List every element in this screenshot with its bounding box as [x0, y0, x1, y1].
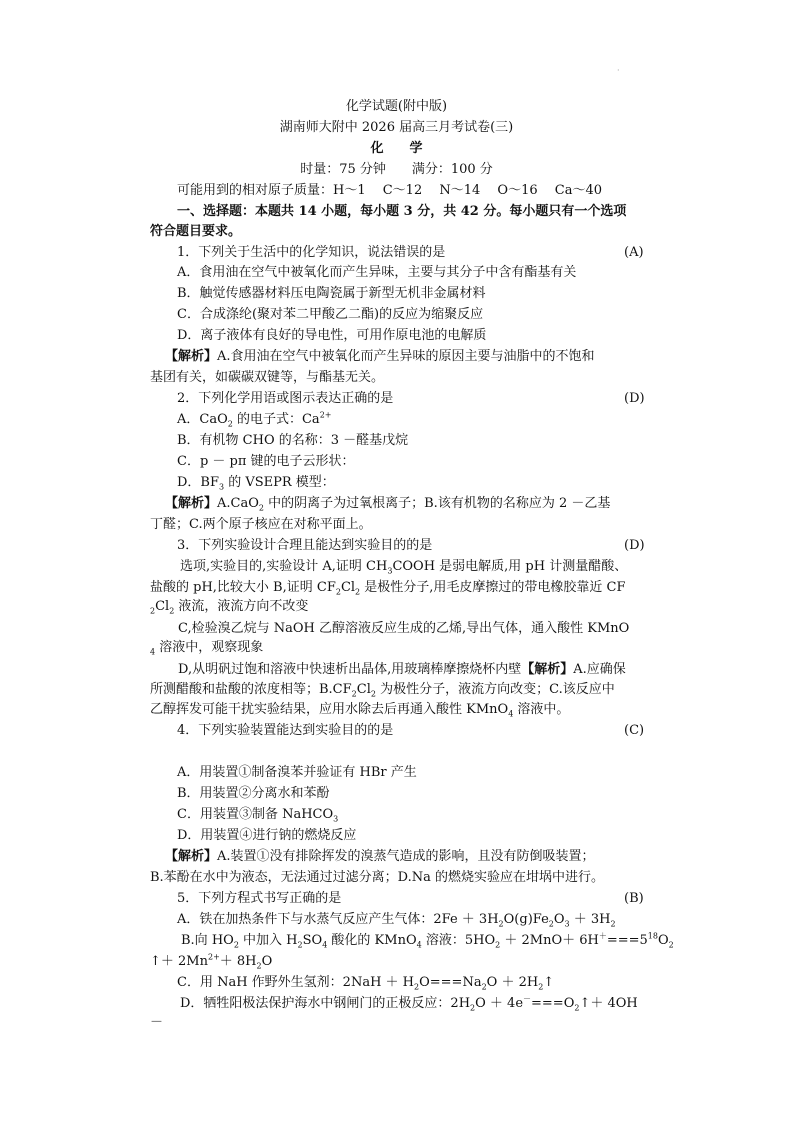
subscript: 2	[470, 1003, 476, 1013]
text: A．铁在加热条件下与水蒸气反应产生气体：2Fe ＋ 3H	[177, 912, 499, 927]
q1-option-a: A．食用油在空气中被氧化而产生异味，主要与其分子中含有酯基有关	[177, 265, 577, 280]
text: O===Na	[419, 975, 482, 990]
analysis-tag: 【解析】	[165, 496, 218, 511]
text: C．用 NaH 作野外生氢剂：2NaH ＋ H	[177, 975, 415, 990]
subscript: 2	[498, 919, 504, 929]
q2-analysis	[165, 495, 610, 513]
text: Cl	[155, 599, 170, 614]
text: D．BF	[177, 475, 219, 490]
subscript: 4	[416, 940, 422, 950]
corner-mark: ·	[617, 66, 620, 75]
exam-title: 湖南师大附中 2026 届高三月考试卷(三)	[279, 120, 514, 135]
text: D,从明矾过饱和溶液中快速析出晶体,用玻璃棒摩擦烧杯内壁	[178, 662, 522, 677]
q3-line-2	[150, 579, 626, 597]
subscript: 2	[355, 587, 361, 597]
text: Cl	[356, 682, 371, 697]
q1-analysis-text: A.食用油在空气中被氧化而产生异味的原因主要与油脂中的不饱和	[217, 349, 595, 364]
q3-line-7	[150, 681, 615, 699]
q4-stem: 4．下列实验装置能达到实验目的的是	[177, 723, 394, 738]
q5-answer: (B)	[624, 891, 644, 906]
subscript: 3	[333, 814, 339, 824]
superscript: 2+	[319, 410, 332, 420]
q5-option-b-cont	[150, 953, 272, 971]
text: O ＋ 4e	[475, 996, 524, 1011]
q2-option-b: B．有机物 CHO 的名称：3 －醛基戊烷	[177, 433, 409, 448]
q4-option-b: B．用装置②分离水和苯酚	[177, 786, 330, 801]
text: 是极性分子,用毛皮摩擦过的带电橡胶靠近 CF	[360, 580, 626, 595]
text: O(g)Fe	[503, 912, 549, 927]
text: ===O	[531, 996, 575, 1011]
text: A．CaO	[177, 412, 228, 427]
q4-option-c	[177, 806, 338, 824]
subscript: 2	[169, 606, 175, 616]
text: 选项,实验目的,实验设计 A,证明 CH	[180, 559, 388, 574]
text: Cl	[340, 580, 356, 595]
q1-option-d: D．离子液体有良好的导电性，可用作原电池的电解质	[177, 328, 487, 343]
text: D．牺牲阳极法保护海水中钢闸门的正极反应：2H	[180, 996, 471, 1011]
text: B.向 HO	[181, 933, 234, 948]
subscript: 2	[256, 961, 262, 971]
q2-option-a	[177, 411, 331, 429]
text: 液流，液流方向不改变	[174, 599, 309, 614]
text: O	[553, 912, 565, 927]
q5-stem: 5．下列方程式书写正确的是	[177, 891, 342, 906]
q2-option-d	[177, 474, 335, 492]
q4-answer: (C)	[624, 723, 645, 738]
q3-line-4: C,检验溴乙烷与 NaOH 乙醇溶液反应生成的乙烯,导出气体，通入酸性 KMnO	[178, 621, 630, 636]
text: 溶液：5HO	[421, 933, 496, 948]
subscript: 2	[574, 1003, 580, 1013]
q4-analysis-cont: B.苯酚在水中为液态，无法通过过滤分离；D.Na 的燃烧实验应在坩埚中进行。	[150, 870, 605, 885]
text: ===5	[606, 933, 648, 948]
subject-title: 化 学	[370, 141, 423, 156]
text: O	[261, 954, 273, 969]
text: A.应确保	[573, 662, 626, 677]
q1-answer: (A)	[624, 245, 644, 260]
q1-analysis	[165, 348, 595, 366]
analysis-tag: 【解析】	[165, 349, 218, 364]
subscript: 2	[335, 587, 341, 597]
subject-version: 化学试题(附中版)	[345, 99, 448, 114]
q3-line-8	[150, 701, 569, 719]
text: 中加入 H	[238, 933, 298, 948]
q5-option-a	[177, 911, 616, 929]
q5-option-c	[177, 974, 554, 992]
q4-option-a: A．用装置①制备溴苯并验证有 HBr 产生	[177, 765, 417, 780]
analysis-tag: 【解析】	[165, 849, 218, 864]
text: 溶液中，观察现象	[155, 640, 264, 655]
text: O	[657, 933, 669, 948]
text: C．用装置③制备 NaHCO	[177, 807, 334, 822]
text: ↑＋ 2Mn	[150, 954, 208, 969]
text: ＋ 8H	[219, 954, 257, 969]
q4-analysis	[165, 848, 595, 866]
q3-line-6	[178, 661, 626, 679]
q3-line-5	[150, 639, 263, 657]
superscript: 18	[647, 931, 658, 941]
q1-analysis-cont: 基团有关，如碳碳双键等，与酯基无关。	[150, 370, 385, 385]
subscript: 4	[508, 709, 514, 719]
text: SO	[302, 933, 323, 948]
text: ＋ 3H	[569, 912, 611, 927]
subscript: 4	[150, 647, 156, 657]
q3-answer: (D)	[624, 538, 645, 553]
text: A.CaO	[217, 496, 259, 511]
q3-stem: 3．下列实验设计合理且能达到实验目的的是	[177, 538, 433, 553]
subscript: 3	[564, 919, 570, 929]
subscript: 2	[414, 982, 420, 992]
text: 所测醋酸和盐酸的浓度相等；B.CF	[150, 682, 352, 697]
subscript: 2	[258, 503, 264, 513]
subscript: 3	[387, 566, 393, 576]
subscript: 2	[610, 919, 616, 929]
text: ↑	[543, 975, 555, 990]
subscript: 4	[322, 940, 328, 950]
text: A.装置①没有排除挥发的溴蒸气造成的影响，且没有防倒吸装置；	[217, 849, 595, 864]
analysis-tag: 【解析】	[521, 662, 574, 677]
text: O ＋ 2H	[486, 975, 539, 990]
q1-stem: 1．下列关于生活中的化学知识，说法错误的是	[177, 245, 446, 260]
text: 酸化的 KMnO	[327, 933, 417, 948]
q4-option-d: D．用装置④进行钠的燃烧反应	[177, 828, 357, 843]
q5-option-d	[180, 995, 638, 1013]
section-heading: 一、选择题：本题共 14 小题，每小题 3 分，共 42 分。每小题只有一个选项	[177, 204, 627, 219]
subscript: 2	[538, 982, 544, 992]
subscript: 2	[495, 940, 501, 950]
text: 的 VSEPR 模型：	[224, 475, 335, 490]
q5-option-b	[181, 932, 674, 950]
subscript: 2	[227, 419, 233, 429]
time-score: 时量：75 分钟 满分：100 分	[300, 162, 493, 177]
text: 中的阴离子为过氧根离子；B.该有机物的名称应为 2 －乙基	[264, 496, 611, 511]
subscript: 2	[297, 940, 303, 950]
text: 溶液中。	[513, 702, 570, 717]
subscript: 2	[548, 919, 554, 929]
subscript: 2	[150, 606, 156, 616]
q2-answer: (D)	[624, 391, 645, 406]
subscript: 2	[351, 689, 357, 699]
q5-option-d-cont: －	[150, 1015, 164, 1030]
q2-analysis-cont: 丁醛；C.两个原子核应在对称平面上。	[150, 517, 372, 532]
q2-stem: 2．下列化学用语或图示表达正确的是	[177, 391, 394, 406]
text: ↑＋ 4OH	[579, 996, 638, 1011]
subscript: 2	[370, 689, 376, 699]
q1-option-c: C．合成涤纶(聚对苯二甲酸乙二酯)的反应为缩聚反应	[177, 307, 484, 322]
q1-option-b: B．触觉传感器材料压电陶瓷属于新型无机非金属材料	[177, 286, 486, 301]
subscript: 3	[219, 482, 225, 492]
q2-option-c: C．p － pπ 键的电子云形状：	[177, 454, 355, 469]
superscript: 2+	[207, 952, 220, 962]
superscript: ＋	[598, 931, 607, 941]
section-heading-cont: 符合题目要求。	[150, 224, 242, 239]
text: 乙醇挥发可能干扰实验结果，应用水除去后再通入酸性 KMnO	[150, 702, 509, 717]
subscript: 2	[233, 940, 239, 950]
text: COOH 是弱电解质,用 pH 计测量醋酸、	[392, 559, 628, 574]
subscript: 2	[668, 940, 674, 950]
atomic-masses: 可能用到的相对原子质量：H～1 C～12 N～14 O～16 Ca～40	[177, 183, 602, 198]
text: 盐酸的 pH,比较大小 B,证明 CF	[150, 580, 336, 595]
text: ＋ 2MnO＋ 6H	[500, 933, 599, 948]
text: 为极性分子，液流方向改变；C.该反应中	[375, 682, 615, 697]
superscript: －	[523, 994, 532, 1004]
q3-line-1	[180, 558, 627, 576]
text: 的电子式：Ca	[232, 412, 320, 427]
subscript: 2	[481, 982, 487, 992]
q3-line-3	[150, 598, 308, 616]
